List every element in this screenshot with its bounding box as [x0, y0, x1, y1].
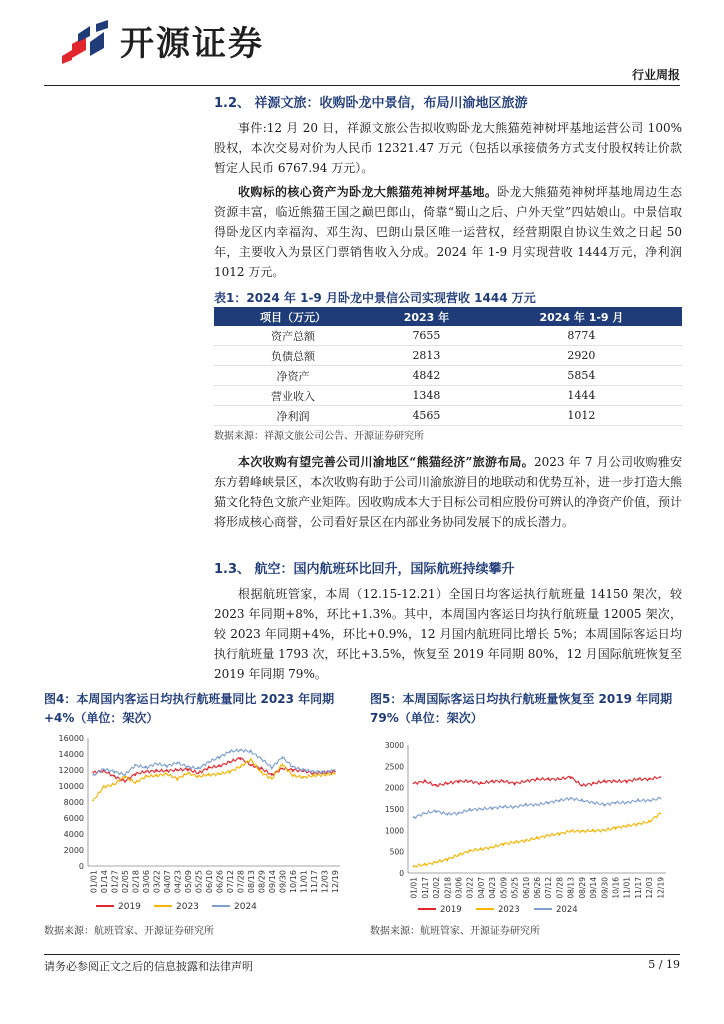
- header-divider: [44, 85, 680, 86]
- data-point-2024: [514, 806, 516, 808]
- table-cell: 1444: [481, 386, 682, 406]
- data-point-2024: [659, 797, 661, 799]
- data-point-2023: [626, 825, 628, 827]
- section-heading-1-3: 1.3、 航空：国内航班环比回升，国际航班持续攀升: [214, 562, 515, 577]
- x-tick-label: 12/19: [330, 870, 340, 894]
- legend-label-2023: 2023: [176, 902, 199, 912]
- x-tick-label: 11/17: [309, 870, 319, 894]
- data-point-2019: [260, 768, 262, 770]
- data-point-2024: [626, 802, 628, 804]
- x-tick-label: 08/29: [577, 877, 587, 899]
- data-point-2023: [413, 866, 415, 868]
- page-number: 5 / 19: [648, 958, 680, 971]
- table-cell: 1012: [481, 406, 682, 426]
- data-point-2024: [458, 812, 460, 814]
- data-point-2023: [145, 776, 147, 778]
- figure-5-chart: [370, 735, 686, 915]
- data-point-2019: [648, 778, 650, 780]
- x-tick-label: 06/26: [215, 870, 225, 894]
- data-point-2019: [176, 769, 178, 771]
- table-cell: 资产总额: [214, 326, 372, 346]
- data-point-2023: [176, 778, 178, 780]
- y-tick-label: 6000: [63, 814, 84, 823]
- table-cell: 1348: [372, 386, 481, 406]
- table-cell: 5854: [481, 366, 682, 386]
- data-point-2019: [92, 772, 94, 774]
- data-point-2019: [491, 780, 493, 782]
- series-line-2019: [414, 776, 661, 786]
- data-point-2023: [547, 835, 549, 837]
- data-point-2019: [581, 785, 583, 787]
- data-point-2019: [145, 771, 147, 773]
- x-tick-label: 09/14: [589, 877, 599, 899]
- data-point-2023: [469, 850, 471, 852]
- data-point-2023: [435, 861, 437, 863]
- x-tick-label: 10/16: [288, 870, 298, 894]
- data-point-2019: [166, 770, 168, 772]
- data-point-2019: [292, 769, 294, 771]
- data-point-2024: [218, 756, 220, 758]
- x-tick-label: 02/18: [131, 870, 141, 894]
- data-point-2023: [559, 833, 561, 835]
- data-point-2024: [197, 768, 199, 770]
- data-point-2019: [155, 770, 157, 772]
- data-point-2023: [155, 775, 157, 777]
- data-point-2019: [536, 778, 538, 780]
- data-point-2019: [637, 778, 639, 780]
- x-tick-label: 02/18: [443, 877, 453, 899]
- data-point-2023: [271, 778, 273, 780]
- y-tick-label: 2000: [384, 783, 404, 793]
- data-point-2019: [615, 780, 617, 782]
- x-tick-label: 07/12: [544, 877, 554, 899]
- brand-logo-text: 开源证券: [120, 24, 264, 64]
- legend-label-2024: 2024: [556, 905, 578, 915]
- data-point-2024: [491, 807, 493, 809]
- data-point-2023: [113, 784, 115, 786]
- x-tick-label: 07/28: [236, 870, 246, 894]
- data-point-2024: [648, 800, 650, 802]
- x-tick-label: 06/10: [521, 877, 531, 899]
- y-tick-label: 0: [399, 869, 404, 878]
- data-point-2024: [103, 768, 105, 770]
- figure-5-source: 数据来源：航班管家、开源证券研究所: [370, 926, 540, 937]
- legend-label-2024: 2024: [234, 902, 257, 912]
- data-point-2023: [514, 841, 516, 843]
- y-tick-label: 8000: [63, 798, 84, 807]
- data-point-2019: [334, 771, 336, 773]
- x-tick-label: 09/30: [278, 870, 288, 894]
- data-point-2023: [250, 759, 252, 761]
- x-tick-label: 03/22: [152, 870, 162, 894]
- table-row: [214, 326, 682, 346]
- table-title: 表1：2024 年 1-9 月卧龙中景信公司实现营收 1444 万元: [214, 291, 536, 305]
- data-point-2024: [581, 800, 583, 802]
- legend-label-2023: 2023: [498, 905, 520, 915]
- x-tick-label: 04/07: [476, 877, 486, 899]
- x-tick-label: 05/09: [183, 870, 193, 894]
- x-tick-label: 08/29: [257, 870, 267, 894]
- x-tick-label: 06/10: [204, 870, 214, 894]
- data-point-2019: [134, 773, 136, 775]
- data-point-2024: [615, 802, 617, 804]
- data-point-2024: [155, 763, 157, 765]
- table-cell: 净资产: [214, 366, 372, 386]
- x-tick-label: 05/25: [510, 877, 520, 899]
- data-point-2023: [334, 773, 336, 775]
- data-point-2024: [292, 766, 294, 768]
- legend-label-2019: 2019: [118, 902, 141, 912]
- data-point-2024: [208, 761, 210, 763]
- x-tick-label: 07/12: [225, 870, 235, 894]
- data-point-2023: [458, 854, 460, 856]
- table-row: [214, 366, 682, 386]
- data-point-2024: [260, 758, 262, 760]
- data-point-2024: [313, 771, 315, 773]
- data-point-2019: [239, 757, 241, 759]
- data-point-2023: [281, 764, 283, 766]
- data-point-2019: [514, 783, 516, 785]
- table-header-cell: 项目（万元）: [214, 307, 372, 326]
- data-point-2024: [239, 749, 241, 751]
- data-point-2019: [502, 780, 504, 782]
- table-cell: 7655: [372, 326, 481, 346]
- data-point-2024: [334, 769, 336, 771]
- data-point-2023: [260, 772, 262, 774]
- table-header-row: [214, 307, 682, 326]
- x-tick-label: 02/02: [432, 877, 442, 899]
- x-tick-label: 04/23: [488, 877, 498, 899]
- x-tick-label: 03/06: [454, 877, 464, 899]
- y-tick-label: 4000: [63, 830, 84, 839]
- x-tick-label: 09/30: [600, 877, 610, 899]
- data-point-2019: [659, 776, 661, 778]
- section-heading-1-2: 1.2、 祥源文旅：收购卧龙中景信，布局川渝地区旅游: [214, 96, 528, 111]
- series-line-2024: [414, 797, 661, 818]
- data-point-2023: [536, 837, 538, 839]
- y-tick-label: 2000: [63, 846, 84, 855]
- y-tick-label: 2500: [384, 762, 404, 772]
- table-cell: 2920: [481, 346, 682, 366]
- table-cell: 8774: [481, 326, 682, 346]
- data-point-2024: [323, 772, 325, 774]
- data-point-2023: [446, 858, 448, 860]
- x-tick-label: 08/13: [566, 877, 576, 899]
- data-point-2024: [559, 800, 561, 802]
- data-point-2023: [424, 864, 426, 866]
- data-point-2023: [313, 775, 315, 777]
- x-tick-label: 07/28: [555, 877, 565, 899]
- data-point-2024: [124, 774, 126, 776]
- data-point-2019: [218, 765, 220, 767]
- table-cell: 2813: [372, 346, 481, 366]
- x-tick-label: 04/07: [162, 870, 172, 894]
- figure-4-title: 图4：本周国内客运日均执行航班量同比 2023 年同期+4%（单位：架次）: [44, 692, 335, 725]
- data-point-2024: [113, 771, 115, 773]
- data-point-2023: [103, 786, 105, 788]
- data-point-2023: [592, 830, 594, 832]
- data-point-2023: [659, 812, 661, 814]
- report-type: 行业周报: [631, 68, 680, 82]
- data-point-2023: [239, 766, 241, 768]
- paragraph-aviation: 根据航班管家，本周（12.15-12.21）全国日均客运执行航班量 14150 架次，较 2023 年同期+8%，环比+1.3%。其中，本周国内客运日均执行航班量 12005 架次，较 2023 年同期+4%，环比+0.9%，12 月国内航班同比增长 5%；本周国际客运日均执行航班量 1793 次，环比+3.5%，恢复至 2019 年同期 80%，12 月国际航班恢复至 2019 年同期 79%。: [214, 587, 682, 681]
- data-point-2019: [435, 785, 437, 787]
- series-line-2023: [414, 813, 661, 867]
- y-tick-label: 16000: [58, 734, 84, 743]
- data-point-2019: [413, 783, 415, 785]
- data-point-2019: [424, 780, 426, 782]
- data-point-2019: [626, 780, 628, 782]
- data-point-2024: [134, 764, 136, 766]
- x-tick-label: 04/23: [173, 870, 183, 894]
- data-point-2019: [547, 778, 549, 780]
- paragraph-core-asset-body: 卧龙大熊猫苑神树坪基地周边生态资源丰富，临近熊猫王国之巅巴郎山，倚靠“蜀山之后、户外天堂”四姑娘山。中景信取得卧龙区内幸福沟、邓生沟、巴朗山景区唯一运营权，经营期限自协议生效之日起 50 年，主要收入为景区门票销售收入分成。2024 年 1-9 月实现营收 1444万元，净利润1012 万元。: [214, 185, 682, 279]
- x-tick-label: 10/16: [611, 877, 621, 899]
- x-tick-label: 09/14: [267, 870, 277, 894]
- paragraph-core-asset-lead: 收购标的核心资产为卧龙大熊猫苑神树坪基地。: [238, 185, 498, 199]
- data-point-2023: [218, 773, 220, 775]
- x-tick-label: 03/22: [465, 877, 475, 899]
- x-tick-label: 11/17: [633, 877, 643, 899]
- data-point-2024: [603, 804, 605, 806]
- data-point-2023: [187, 772, 189, 774]
- data-point-2023: [134, 782, 136, 784]
- table-row: [214, 386, 682, 406]
- x-tick-label: 12/03: [320, 870, 330, 894]
- data-point-2019: [559, 778, 561, 780]
- data-point-2024: [570, 797, 572, 799]
- data-point-2019: [570, 776, 572, 778]
- data-point-2024: [250, 751, 252, 753]
- data-point-2019: [197, 772, 199, 774]
- figure-4-source: 数据来源：航班管家、开源证券研究所: [44, 926, 214, 937]
- data-point-2024: [302, 769, 304, 771]
- data-point-2024: [446, 813, 448, 815]
- x-tick-label: 08/13: [246, 870, 256, 894]
- data-point-2024: [187, 766, 189, 768]
- data-point-2019: [469, 780, 471, 782]
- data-point-2023: [581, 830, 583, 832]
- financial-table: [214, 307, 682, 426]
- y-tick-label: 10000: [58, 782, 84, 791]
- data-point-2024: [176, 762, 178, 764]
- paragraph-acquisition-lead: 本次收购有望完善公司川渝地区“熊猫经济”旅游布局。: [238, 455, 534, 469]
- x-tick-label: 01/01: [89, 870, 99, 894]
- data-point-2023: [615, 827, 617, 829]
- y-tick-label: 1000: [384, 826, 404, 836]
- data-point-2019: [208, 767, 210, 769]
- y-tick-label: 500: [389, 847, 404, 857]
- data-point-2023: [648, 821, 650, 823]
- table-cell: 4842: [372, 366, 481, 386]
- data-point-2023: [570, 830, 572, 832]
- data-point-2023: [92, 800, 94, 802]
- data-point-2023: [603, 829, 605, 831]
- data-point-2023: [166, 773, 168, 775]
- data-point-2023: [491, 847, 493, 849]
- data-point-2024: [145, 767, 147, 769]
- paragraph-core-asset: [214, 182, 682, 282]
- data-point-2023: [502, 843, 504, 845]
- data-point-2019: [124, 780, 126, 782]
- table-cell: 负债总额: [214, 346, 372, 366]
- x-tick-label: 03/06: [141, 870, 151, 894]
- x-tick-label: 11/01: [299, 870, 309, 894]
- table-header-cell: 2023 年: [372, 307, 481, 326]
- x-tick-label: 12/03: [645, 877, 655, 899]
- data-point-2019: [525, 780, 527, 782]
- paragraph-event: 事件:12 月 20 日，祥源文旅公告拟收购卧龙大熊猫苑神树坪基地运营公司 100%股权，本次交易对价为人民币 12321.47 万元（包括以承接债务方式支付股权转让价款暂定人民币 6767.94 万元）。: [214, 121, 682, 175]
- data-point-2024: [592, 802, 594, 804]
- y-tick-label: 14000: [58, 750, 84, 759]
- x-tick-label: 12/19: [656, 877, 666, 899]
- x-tick-label: 01/27: [110, 870, 120, 894]
- data-point-2019: [603, 780, 605, 782]
- logo-icon: [56, 20, 116, 64]
- footer-disclaimer: 请务必参阅正文之后的信息披露和法律声明: [44, 960, 253, 973]
- data-point-2024: [525, 804, 527, 806]
- data-point-2023: [197, 776, 199, 778]
- data-point-2024: [229, 751, 231, 753]
- data-point-2019: [281, 768, 283, 770]
- data-point-2024: [92, 774, 94, 776]
- y-tick-label: 3000: [384, 741, 404, 750]
- table-cell: 4565: [372, 406, 481, 426]
- x-tick-label: 02/05: [120, 870, 130, 894]
- data-point-2019: [113, 776, 115, 778]
- data-point-2019: [271, 774, 273, 776]
- data-point-2024: [271, 767, 273, 769]
- table-header-cell: 2024 年 1-9 月: [481, 307, 682, 326]
- data-point-2019: [592, 783, 594, 785]
- data-point-2023: [208, 774, 210, 776]
- data-point-2024: [166, 765, 168, 767]
- x-tick-label: 11/01: [622, 877, 632, 899]
- data-point-2019: [446, 783, 448, 785]
- data-point-2023: [302, 776, 304, 778]
- data-point-2024: [536, 804, 538, 806]
- x-tick-label: 01/17: [420, 877, 430, 899]
- figure-5-title: 图5：本周国际客运日均执行航班量恢复至 2019 年同期79%（单位：架次）: [370, 692, 673, 725]
- table-source: 数据来源：祥源文旅公司公告、开源证券研究所: [214, 431, 424, 442]
- data-point-2023: [292, 775, 294, 777]
- data-point-2019: [458, 780, 460, 782]
- x-tick-label: 01/01: [409, 877, 419, 899]
- table-cell: 净利润: [214, 406, 372, 426]
- data-point-2019: [250, 764, 252, 766]
- footer-divider: [44, 954, 680, 955]
- x-tick-label: 05/09: [499, 877, 509, 899]
- x-tick-label: 05/25: [194, 870, 204, 894]
- data-point-2024: [435, 810, 437, 812]
- x-tick-label: 01/14: [99, 870, 109, 894]
- data-point-2024: [637, 800, 639, 802]
- table-row: [214, 406, 682, 426]
- data-point-2023: [525, 840, 527, 842]
- data-point-2024: [413, 817, 415, 819]
- data-point-2023: [480, 848, 482, 850]
- data-point-2023: [229, 771, 231, 773]
- legend-label-2019: 2019: [440, 905, 462, 915]
- paragraph-acquisition-outlook: [214, 452, 682, 552]
- data-point-2024: [502, 806, 504, 808]
- data-point-2024: [480, 808, 482, 810]
- data-point-2023: [637, 823, 639, 825]
- figure-4-chart: [44, 730, 360, 915]
- data-point-2024: [281, 756, 283, 758]
- table-cell: 营业收入: [214, 386, 372, 406]
- table-row: [214, 346, 682, 366]
- y-tick-label: 0: [78, 862, 84, 871]
- data-point-2019: [229, 761, 231, 763]
- data-point-2019: [480, 783, 482, 785]
- data-point-2024: [547, 802, 549, 804]
- x-tick-label: 06/26: [533, 877, 542, 899]
- data-point-2019: [187, 768, 189, 770]
- paragraph-acquisition-body: 2023 年 7 月公司收购雅安东方碧峰峡景区，本次收购有助于公司川渝旅游目的地联动和优势互补，进一步打造大熊猫文化特色文旅产业矩阵。因收购成本大于目标公司相应股份可辨认的净资产价值，预计将形成核心商誉，公司看好景区在内部业务协同发展下的成长潜力。: [214, 455, 683, 529]
- data-point-2024: [469, 809, 471, 811]
- y-tick-label: 1500: [384, 805, 404, 814]
- data-point-2024: [424, 812, 426, 814]
- y-tick-label: 12000: [58, 766, 84, 775]
